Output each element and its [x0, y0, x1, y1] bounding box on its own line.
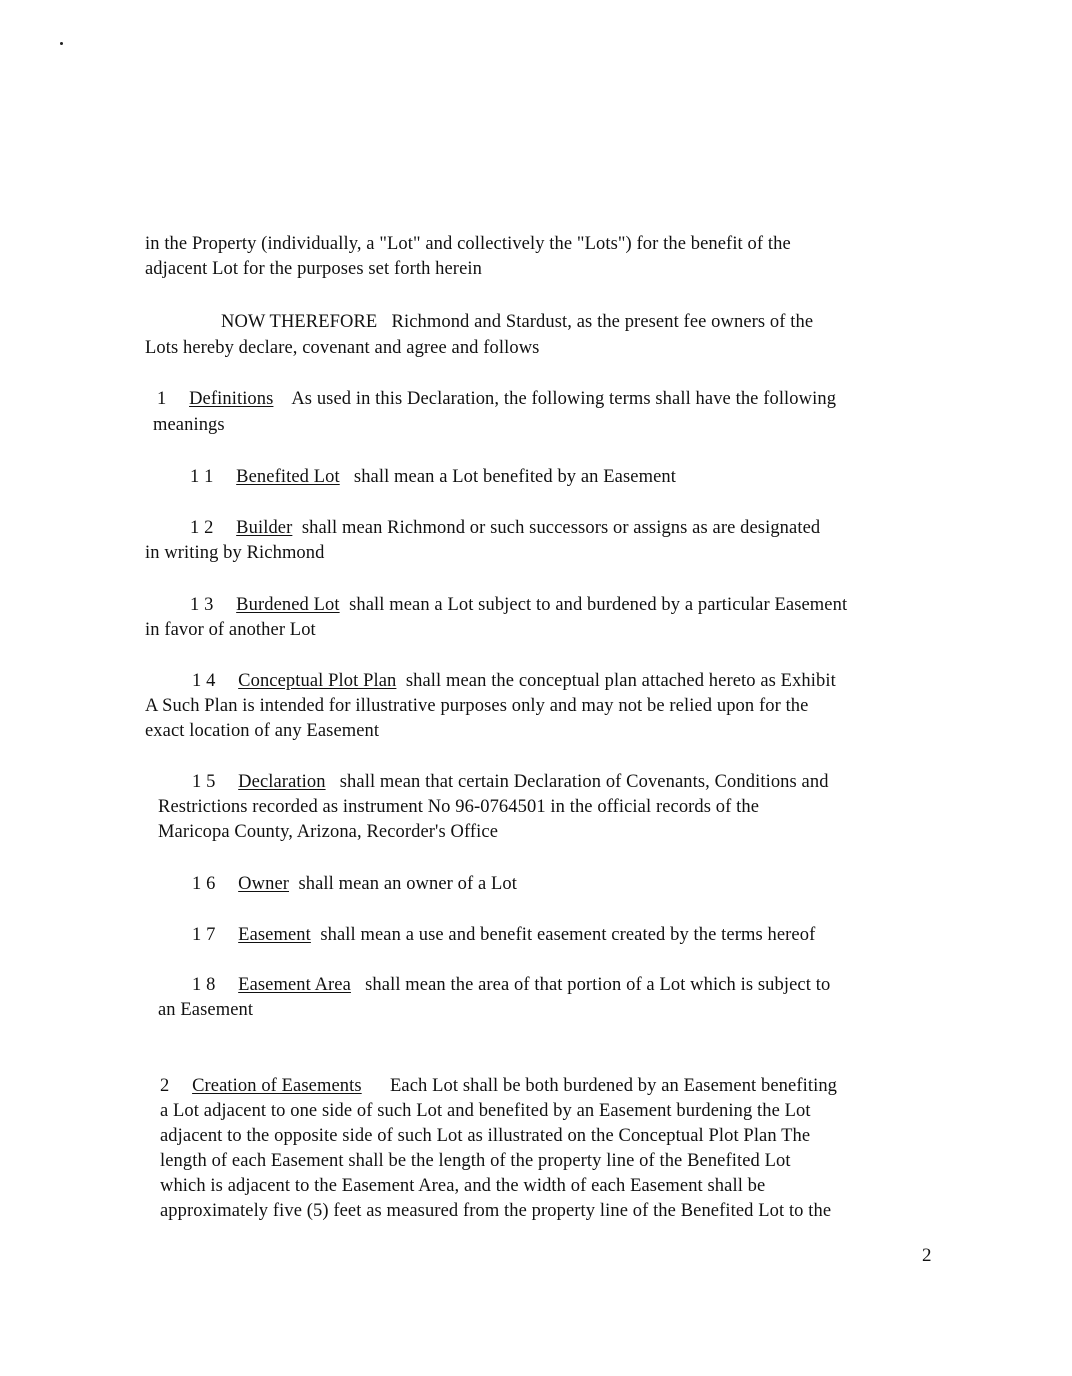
now-therefore-line-2: Lots hereby declare, covenant and agree and follows — [145, 338, 540, 358]
definition-number: 1 8 — [192, 975, 216, 995]
definition-1-4-line-3: exact location of any Easement — [145, 721, 380, 741]
definition-1-1 — [190, 466, 676, 488]
section-1-heading — [157, 388, 836, 410]
section-1-text: As used in this Declaration, the following terms shall have the following — [291, 389, 837, 409]
scan-speck — [60, 42, 63, 45]
definition-term: Builder — [236, 518, 293, 538]
now-therefore-lead: NOW THEREFORE — [221, 312, 378, 332]
now-therefore-line-1 — [221, 311, 813, 333]
definition-text: shall mean a use and benefit easement created by the terms hereof — [320, 925, 816, 945]
definition-1-4-line-2: A Such Plan is intended for illustrative purposes only and may not be relied upon for the — [145, 696, 809, 716]
definition-text: shall mean Richmond or such successors or assigns as are designated — [301, 518, 821, 538]
definition-text: shall mean a Lot benefited by an Easement — [353, 467, 676, 487]
definition-term: Burdened Lot — [236, 595, 340, 615]
intro-line-1: in the Property (individually, a "Lot" and collectively the "Lots") for the benefit of the — [145, 234, 791, 254]
definition-number: 1 6 — [192, 874, 216, 894]
definition-1-2 — [190, 517, 820, 539]
definition-1-6 — [192, 873, 517, 895]
definition-1-3-line-2: in favor of another Lot — [145, 620, 316, 640]
definition-number: 1 7 — [192, 925, 216, 945]
definition-1-5-line-3: Maricopa County, Arizona, Recorder's Office — [158, 822, 499, 842]
definition-term: Easement Area — [238, 975, 351, 995]
definition-number: 1 2 — [190, 518, 214, 538]
definition-text: shall mean an owner of a Lot — [298, 874, 518, 894]
definition-1-7 — [192, 924, 815, 946]
section-2-heading — [160, 1075, 837, 1097]
section-1-line-2: meanings — [153, 415, 225, 435]
definition-term: Benefited Lot — [236, 467, 340, 487]
section-2-title: Creation of Easements — [192, 1076, 362, 1096]
section-2-number: 2 — [160, 1076, 170, 1096]
definition-1-3 — [190, 594, 847, 616]
definition-text: shall mean the area of that portion of a Lot which is subject to — [365, 975, 831, 995]
section-2-line-4: length of each Easement shall be the length of the property line of the Benefited Lot — [160, 1151, 791, 1171]
definition-1-8-line-2: an Easement — [158, 1000, 254, 1020]
definition-number: 1 5 — [192, 772, 216, 792]
section-2-line-6: approximately five (5) feet as measured from the property line of the Benefited Lot to the — [160, 1201, 832, 1221]
definition-1-8 — [192, 974, 830, 996]
definition-1-5-line-2: Restrictions recorded as instrument No 96-0764501 in the official records of the — [158, 797, 760, 817]
section-1-title: Definitions — [189, 389, 274, 409]
intro-line-2: adjacent Lot for the purposes set forth herein — [145, 259, 482, 279]
definition-term: Conceptual Plot Plan — [238, 671, 397, 691]
section-2-text: Each Lot shall be both burdened by an Easement benefiting — [390, 1076, 838, 1096]
section-1-number: 1 — [157, 389, 167, 409]
definition-number: 1 3 — [190, 595, 214, 615]
definition-term: Declaration — [238, 772, 326, 792]
definition-text: shall mean a Lot subject to and burdened by a particular Easement — [349, 595, 848, 615]
definition-number: 1 4 — [192, 671, 216, 691]
definition-text: shall mean the conceptual plan attached hereto as Exhibit — [405, 671, 836, 691]
section-2-line-3: adjacent to the opposite side of such Lot as illustrated on the Conceptual Plot Plan The — [160, 1126, 811, 1146]
page-number: 2 — [922, 1245, 932, 1266]
definition-1-5 — [192, 771, 829, 793]
definition-number: 1 1 — [190, 467, 214, 487]
definition-term: Easement — [238, 925, 311, 945]
definition-text: shall mean that certain Declaration of Covenants, Conditions and — [339, 772, 829, 792]
section-2-line-5: which is adjacent to the Easement Area, and the width of each Easement shall be — [160, 1176, 766, 1196]
section-2-line-2: a Lot adjacent to one side of such Lot and benefited by an Easement burdening the Lot — [160, 1101, 811, 1121]
now-therefore-rest: Richmond and Stardust, as the present fee owners of the — [391, 312, 814, 332]
definition-term: Owner — [238, 874, 290, 894]
definition-1-2-line-2: in writing by Richmond — [145, 543, 325, 563]
definition-1-4 — [192, 670, 836, 692]
